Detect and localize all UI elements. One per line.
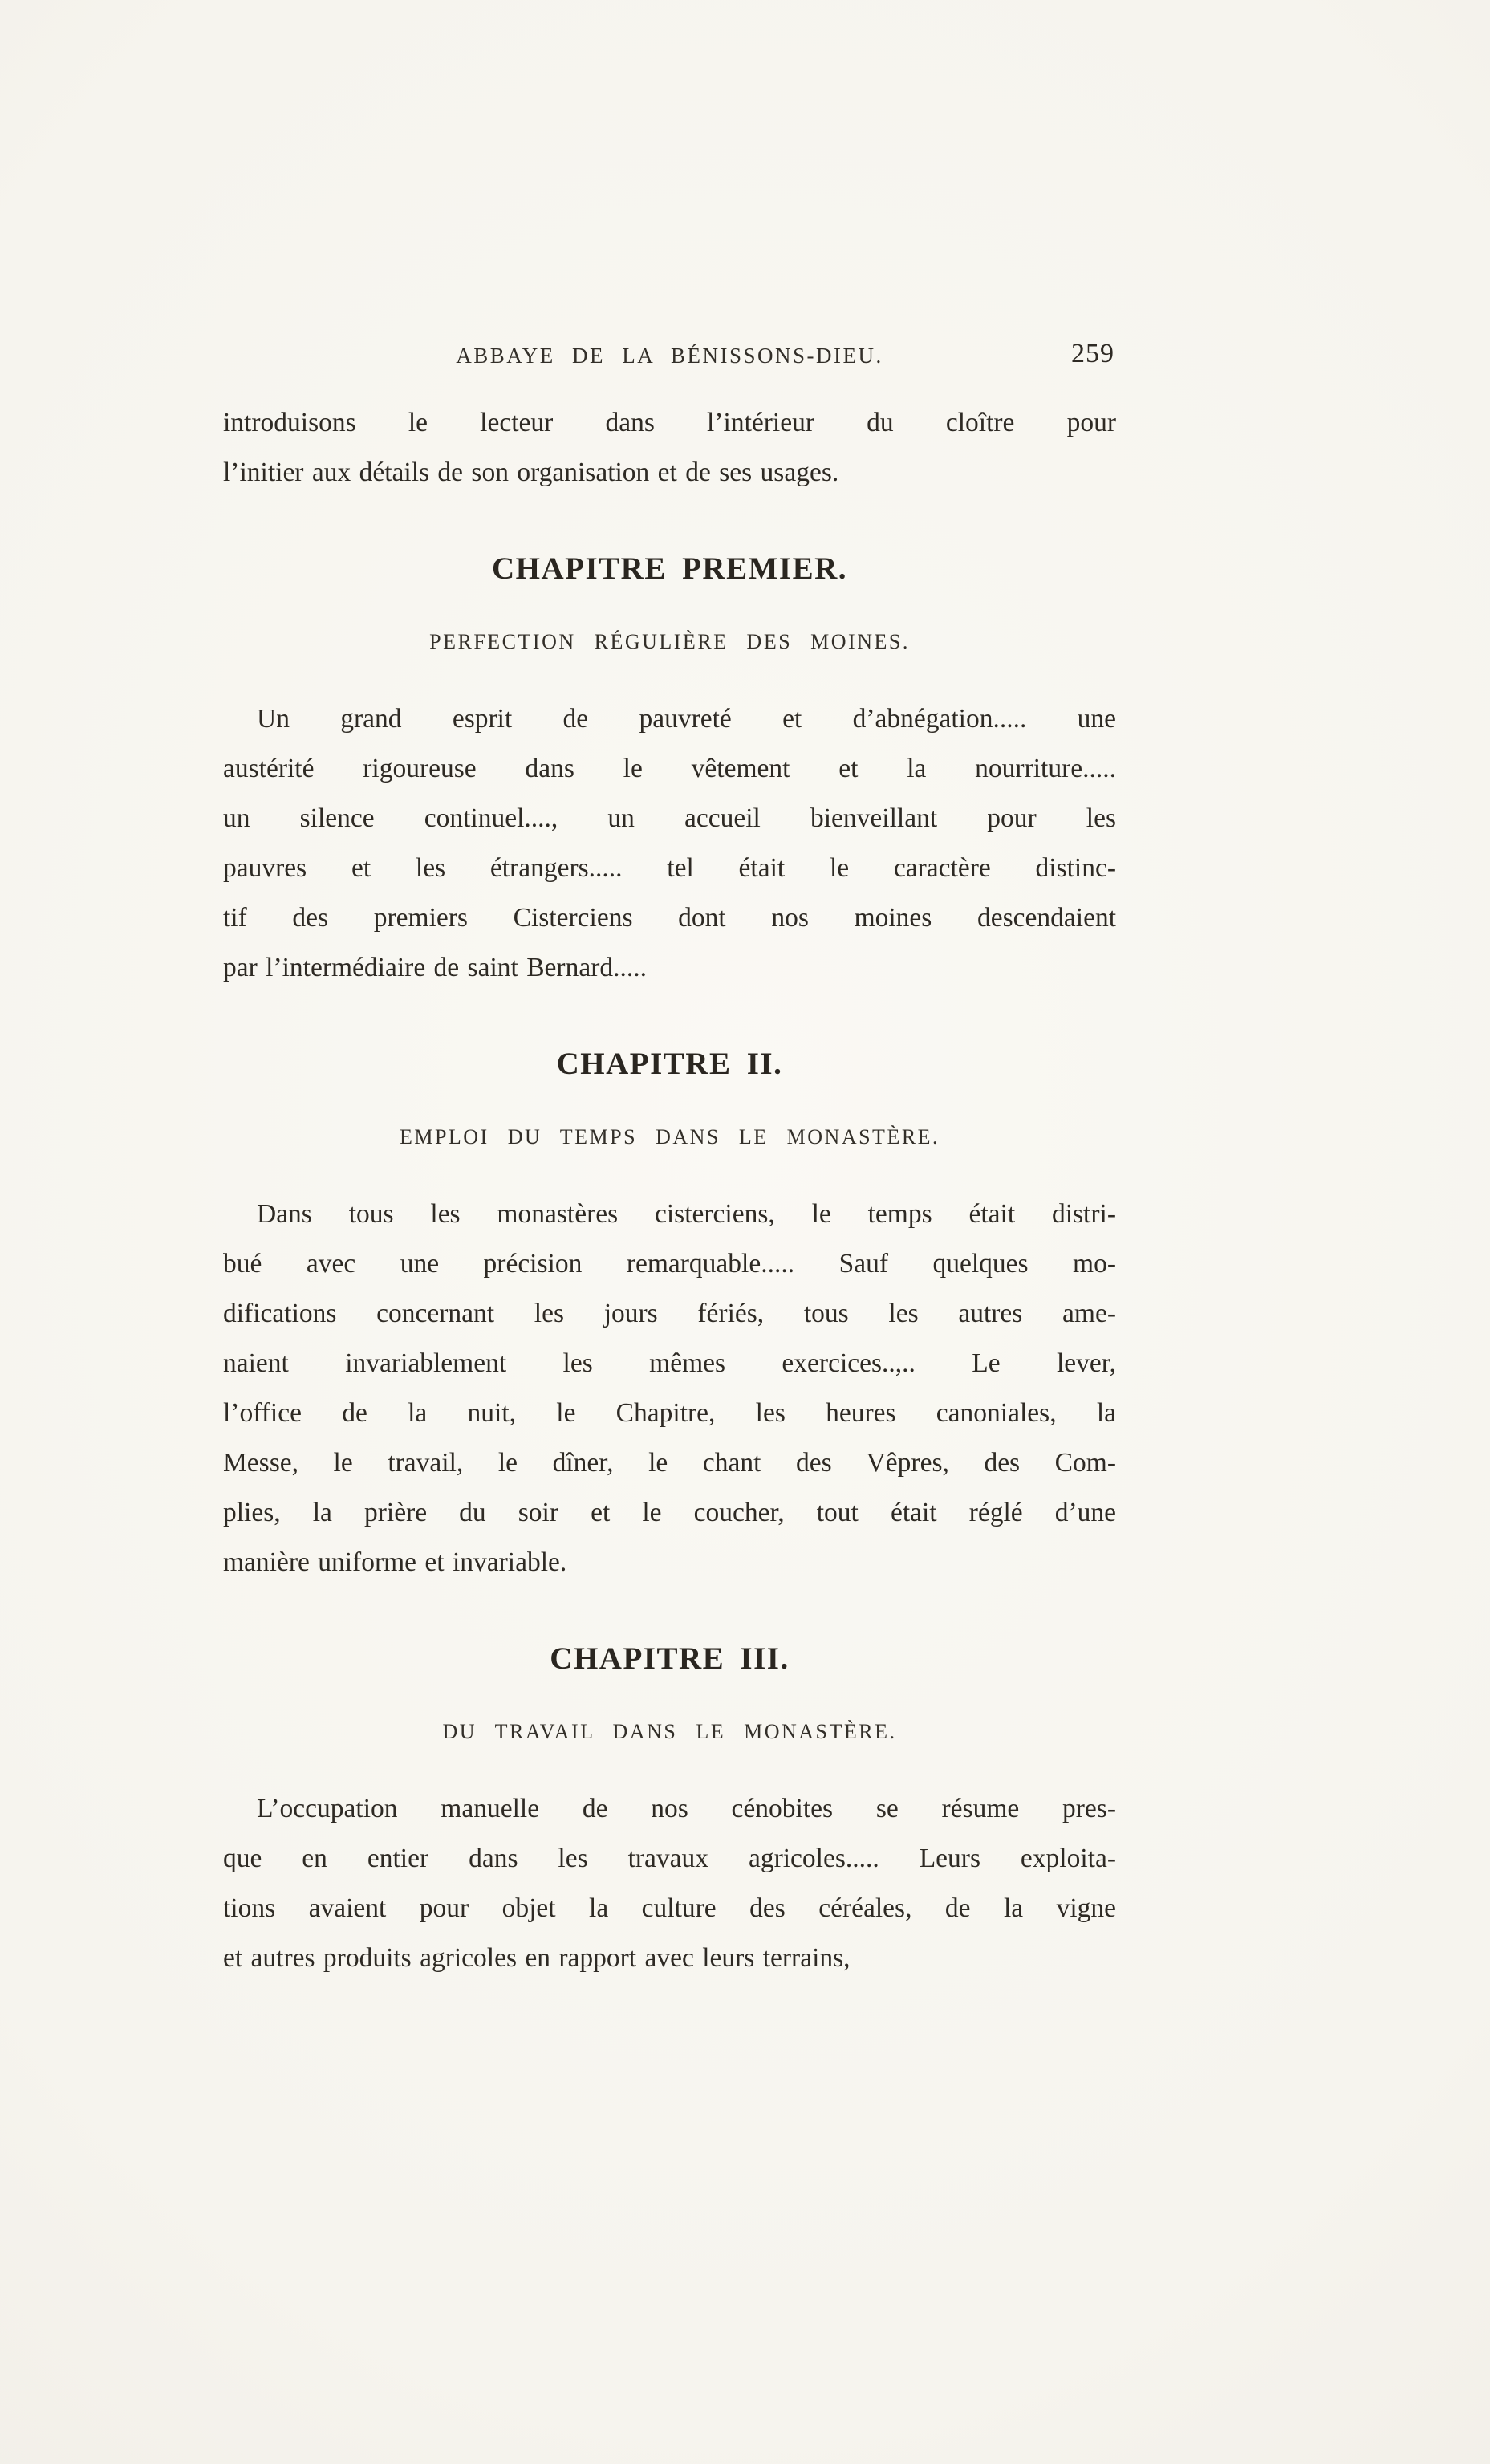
running-title: ABBAYE DE LA BÉNISSONS-DIEU. <box>456 344 883 368</box>
paragraph-line: par l’intermédiaire de saint Bernard..... <box>223 953 647 982</box>
paragraph-continuation <box>223 398 1116 498</box>
chapter-paragraph <box>223 694 1116 993</box>
paragraph-line: plies, la prière du soir et le coucher, tout était réglé d’une <box>223 1498 1116 1527</box>
page-header <box>223 339 1116 377</box>
chapter-subtitle: DU TRAVAIL DANS LE MONASTÈRE. <box>442 1720 897 1743</box>
text-block <box>223 339 1116 1983</box>
paragraph-line: Messe, le travail, le dîner, le chant des Vêpres, des Com- <box>223 1448 1116 1478</box>
paragraph-line: l’office de la nuit, le Chapitre, les heures canoniales, la <box>223 1398 1116 1428</box>
chapter-paragraph <box>223 1189 1116 1588</box>
page-number: 259 <box>1071 339 1114 368</box>
paragraph-line: L’occupation manuelle de nos cénobites se résume pres- <box>257 1794 1116 1824</box>
paragraph-line: et autres produits agricoles en rapport avec leurs terrains, <box>223 1943 851 1973</box>
paragraph-line: bué avec une précision remarquable..... Sauf quelques mo- <box>223 1249 1116 1279</box>
paragraph-line: Un grand esprit de pauvreté et d’abnégation..... une <box>257 704 1116 734</box>
paragraph-line: tions avaient pour objet la culture des céréales, de la vigne <box>223 1893 1116 1923</box>
chapter-3 <box>223 1641 1116 1983</box>
chapter-title: CHAPITRE PREMIER. <box>491 551 848 586</box>
paragraph-line: un silence continuel...., un accueil bienveillant pour les <box>223 803 1116 833</box>
paragraph-line: pauvres et les étrangers..... tel était le caractère distinc- <box>223 853 1116 883</box>
paragraph-line: Dans tous les monastères cisterciens, le temps était distri- <box>257 1199 1116 1229</box>
chapter-1 <box>223 551 1116 993</box>
chapter-paragraph <box>223 1784 1116 1983</box>
chapter-title: CHAPITRE II. <box>556 1047 783 1081</box>
chapter-2 <box>223 1046 1116 1588</box>
paragraph-line: difications concernant les jours fériés, tous les autres ame- <box>223 1299 1116 1328</box>
paragraph-line: introduisons le lecteur dans l’intérieur du cloître pour <box>223 408 1116 437</box>
chapter-subtitle: PERFECTION RÉGULIÈRE DES MOINES. <box>429 630 910 653</box>
paragraph-line: austérité rigoureuse dans le vêtement et la nourriture..... <box>223 754 1116 783</box>
paragraph-line: l’initier aux détails de son organisation et de ses usages. <box>223 457 839 487</box>
chapter-subtitle: EMPLOI DU TEMPS DANS LE MONASTÈRE. <box>399 1125 940 1149</box>
paragraph-line: naient invariablement les mêmes exercices..,.. Le lever, <box>223 1348 1116 1378</box>
chapter-title: CHAPITRE III. <box>550 1641 790 1676</box>
paragraph-line: tif des premiers Cisterciens dont nos moines descendaient <box>223 903 1116 933</box>
paragraph-line: manière uniforme et invariable. <box>223 1547 567 1577</box>
paragraph-line: que en entier dans les travaux agricoles..... Leurs exploita- <box>223 1844 1116 1873</box>
